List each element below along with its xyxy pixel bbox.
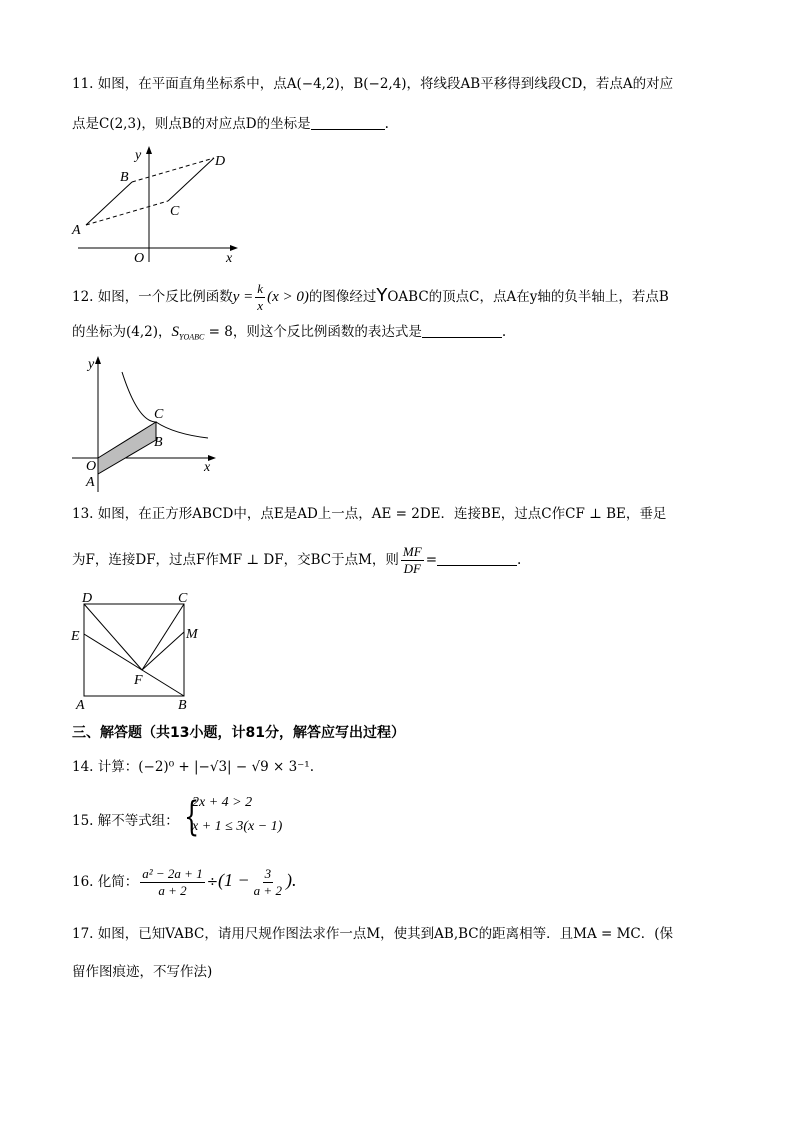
q12-text-a: 12. 如图，一个反比例函数: [72, 289, 233, 305]
q13-line2: [72, 540, 521, 580]
section-heading: 三、解答题（共13小题，计81分，解答应写出过程）: [72, 725, 405, 741]
q16-paren-close: ).: [285, 870, 297, 890]
q13-label-b: B: [178, 698, 187, 712]
q11-figure: [68, 144, 248, 266]
q11-label-a: A: [72, 223, 81, 238]
q11-label-o: O: [134, 251, 145, 266]
q11-line1: 11. 如图，在平面直角坐标系中，点A(−4,2)，B(−2,4)，将线段AB平移得到线段CD，若点A的对应: [72, 76, 674, 92]
q14-line: 14. 计算：(−2)⁰ + |−√3| − √9 × 3⁻¹.: [72, 759, 314, 775]
q13-label-m: M: [186, 627, 198, 642]
q13-label-f: F: [134, 673, 143, 688]
q13-eq: =: [425, 552, 438, 568]
q16-frac1-den: a + 2: [158, 883, 187, 898]
q12-s-label: S: [171, 324, 180, 340]
q12-label-c: C: [154, 407, 164, 422]
q11-label-x: x: [226, 251, 233, 266]
q13-label-d: D: [82, 591, 93, 606]
q15-brace: {: [184, 794, 200, 840]
q16-frac2-den: a + 2: [253, 883, 282, 898]
q17-line1: 17. 如图，已知VABC，请用尺规作图法求作一点M，使其到AB,BC的距离相等．且MA = MC．(保: [72, 926, 674, 942]
q16-frac2: [252, 866, 284, 899]
q16-div: ÷: [206, 874, 219, 890]
q12-text-c: OABC的顶点C，点A在y轴的负半轴上，若点B: [387, 289, 669, 305]
q16-prefix: 16. 化简：: [72, 874, 139, 890]
q12-label-b: B: [154, 435, 163, 450]
q12-parallelogram-symbol: Y: [376, 285, 388, 306]
q12-figure: [70, 354, 220, 496]
q16-line: [72, 860, 296, 902]
q11-segment-cd: [168, 158, 214, 201]
q13-line1: 13. 如图，在正方形ABCD中，点E是AD上一点，AE = 2DE．连接BE，过点C作CF ⊥ BE，垂足: [72, 506, 667, 522]
q11-line2-text: 点是C(2,3)，则点B的对应点D的坐标是: [72, 116, 311, 132]
q15-row1: 2x + 4 > 2: [192, 795, 253, 810]
q12-label-x: x: [204, 460, 211, 475]
q13-label-e: E: [71, 629, 80, 644]
q15-prefix: 15. 解不等式组：: [72, 813, 179, 829]
q12-domain: (x > 0): [267, 289, 309, 305]
q12-frac: [255, 281, 265, 314]
q13-frac: [401, 544, 424, 577]
q13-frac-num: MF: [402, 544, 422, 559]
q12-label-o: O: [86, 459, 97, 474]
q12-line2-end: .: [501, 324, 507, 340]
q12-text-b: 的图像经过: [308, 289, 377, 305]
q13-figure: [68, 590, 208, 712]
q13-answer-blank: [437, 551, 517, 566]
q12-answer-blank: [422, 323, 502, 338]
q16-paren-open: (1 −: [218, 870, 250, 890]
q12-frac-k: k: [257, 281, 264, 296]
q11-label-y: y: [135, 148, 142, 163]
q11-label-b: B: [120, 170, 129, 185]
q13-frac-den: DF: [403, 561, 421, 576]
q11-line2-end: .: [384, 116, 389, 132]
q13-text-a: 为F，连接DF，过点F作MF ⊥ DF，交BC于点M，则: [72, 552, 399, 568]
q12-line1: [72, 281, 669, 314]
q11-label-d: D: [215, 154, 226, 169]
q13-label-a: A: [76, 698, 85, 712]
q12-text-d: 的坐标为(4,2)，: [72, 324, 172, 340]
q12-y-eq: y =: [232, 289, 254, 305]
q12-line2: [72, 322, 506, 348]
q12-s-sub: YOABC: [179, 332, 205, 342]
q11-answer-blank: [311, 115, 385, 130]
q11-label-c: C: [170, 204, 180, 219]
q15-row2: x + 1 ≤ 3(x − 1): [192, 819, 283, 834]
q16-frac1-num: a² − 2a + 1: [142, 866, 203, 881]
q13-label-c: C: [178, 591, 188, 606]
q16-frac2-num: 3: [264, 866, 272, 881]
q12-label-y: y: [88, 357, 95, 372]
q13-line2-end: .: [517, 552, 522, 568]
q12-text-e: = 8，则这个反比例函数的表达式是: [204, 324, 422, 340]
q12-frac-x: x: [257, 298, 264, 313]
q17-line2: 留作图痕迹，不写作法): [72, 964, 213, 980]
q12-label-a: A: [86, 475, 95, 490]
q12-parallelogram: [98, 422, 156, 474]
q11-line2: [72, 114, 389, 134]
q12-hyperbola: [122, 372, 208, 438]
q16-frac1: [140, 866, 204, 899]
